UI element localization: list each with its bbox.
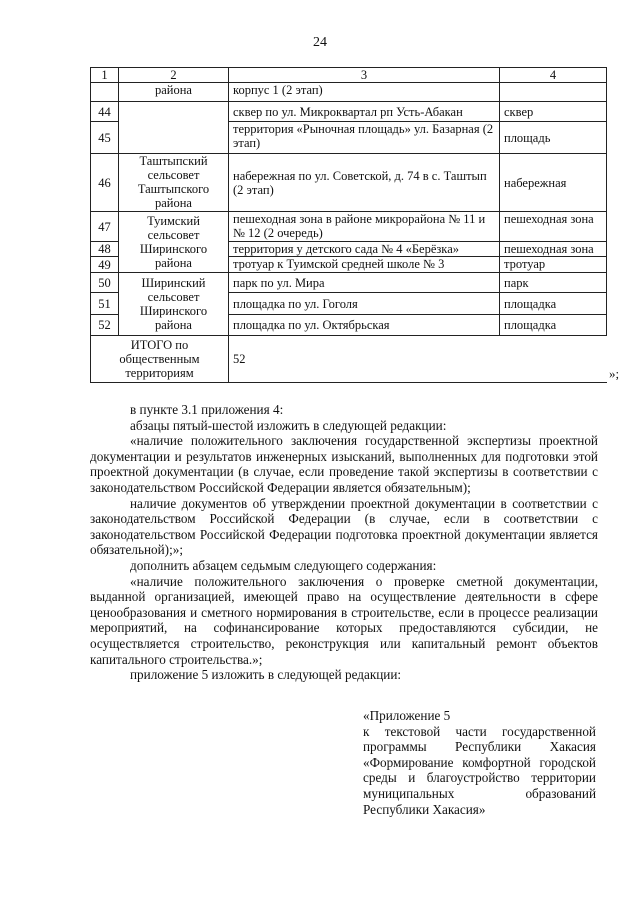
object-cell: парк по ул. Мира: [229, 273, 500, 293]
row-number: 52: [91, 315, 119, 336]
object-cell: территория у детского сада № 4 «Берёзка»: [229, 242, 500, 257]
object-cell: корпус 1 (2 этап): [229, 83, 500, 102]
object-cell: площадка по ул. Гоголя: [229, 293, 500, 315]
column-header: 2: [119, 68, 229, 83]
type-cell: [500, 83, 607, 102]
table-closing-quote: »;: [609, 366, 620, 381]
paragraph: приложение 5 изложить в следующей редакции:: [130, 667, 402, 683]
region-cell: [119, 102, 229, 154]
row-number: [91, 83, 119, 102]
object-cell: площадка по ул. Октябрьская: [229, 315, 500, 336]
type-cell: площадка: [500, 315, 607, 336]
region-cell: района: [119, 83, 229, 102]
table-header-row: [91, 68, 607, 83]
amendment-text: [90, 402, 598, 683]
type-cell: пешеходная зона: [500, 212, 607, 242]
row-number: 44: [91, 102, 119, 122]
type-cell: сквер: [500, 102, 607, 122]
type-cell: площадь: [500, 122, 607, 154]
region-cell: Туимский сельсовет Ширинского района: [119, 212, 229, 273]
paragraph: наличие документов об утверждении проектной документации в соответствии с законодательством Российской Федерации (в случае, если в соответствии с законодательством Российской Федерации подготовка проектной документации является обязательной);»;: [90, 495, 598, 558]
row-number: 50: [91, 273, 119, 293]
type-cell: площадка: [500, 293, 607, 315]
appendix-title: «Приложение 5: [363, 708, 451, 723]
row-number: 46: [91, 154, 119, 212]
table-row: [91, 102, 607, 122]
table-row: [91, 83, 607, 102]
type-cell: набережная: [500, 154, 607, 212]
paragraph: «наличие положительного заключения о проверке сметной документации, выданной организацией, имеющей право на осуществление деятельности в сфере ценообразования и сметного нормирования в строительстве, если в процессе реализации мероприятий, на софинансирование которых предоставляются субсидии, не осуществляется строительство, реконструкция или капитальный ремонт объектов капитального строительства.»;: [90, 573, 598, 667]
column-header: 4: [500, 68, 607, 83]
object-cell: тротуар к Туимской средней школе № 3: [229, 257, 500, 273]
paragraph: абзацы пятый-шестой изложить в следующей редакции:: [130, 417, 447, 433]
type-cell: тротуар: [500, 257, 607, 273]
object-cell: пешеходная зона в районе микрорайона № 11 и № 12 (2 очередь): [229, 212, 500, 242]
paragraph: в пункте 3.1 приложения 4:: [130, 402, 284, 417]
column-header: 3: [229, 68, 500, 83]
appendix-body: к текстовой части государственной программы Республики Хакасия «Формирование комфортной городской среды и благоустройство территории муниципальных образований Республики Хакасия»: [363, 723, 596, 817]
table-row: [91, 154, 607, 212]
row-number: 48: [91, 242, 119, 257]
row-number: 45: [91, 122, 119, 154]
region-cell: Таштыпский сельсовет Таштыпского района: [119, 154, 229, 212]
row-number: 51: [91, 293, 119, 315]
type-cell: пешеходная зона: [500, 242, 607, 257]
paragraph: «наличие положительного заключения государственной экспертизы проектной документации и результатов инженерных изысканий, выполненных для подготовки этой проектной документации (в случае, если проведение такой экспертизы в соответствии с законодательством Российской Федерации является обязательным);: [90, 433, 598, 495]
type-cell: парк: [500, 273, 607, 293]
table-row: [91, 212, 607, 242]
row-number: 47: [91, 212, 119, 242]
total-label: ИТОГО по общественным территориям: [91, 336, 229, 383]
paragraph: дополнить абзацем седьмым следующего содержания:: [130, 557, 437, 573]
table-row: [91, 273, 607, 293]
region-cell: Ширинский сельсовет Ширинского района: [119, 273, 229, 336]
object-cell: сквер по ул. Микроквартал рп Усть-Абакан: [229, 102, 500, 122]
appendix-header: [363, 708, 596, 817]
total-row: [91, 336, 607, 383]
object-cell: территория «Рыночная площадь» ул. Базарная (2 этап): [229, 122, 500, 154]
territories-table: [90, 67, 607, 383]
column-header: 1: [91, 68, 119, 83]
row-number: 49: [91, 257, 119, 273]
page-number: 24: [313, 35, 327, 50]
total-value: 52: [229, 336, 607, 383]
object-cell: набережная по ул. Советской, д. 74 в с. Таштып (2 этап): [229, 154, 500, 212]
